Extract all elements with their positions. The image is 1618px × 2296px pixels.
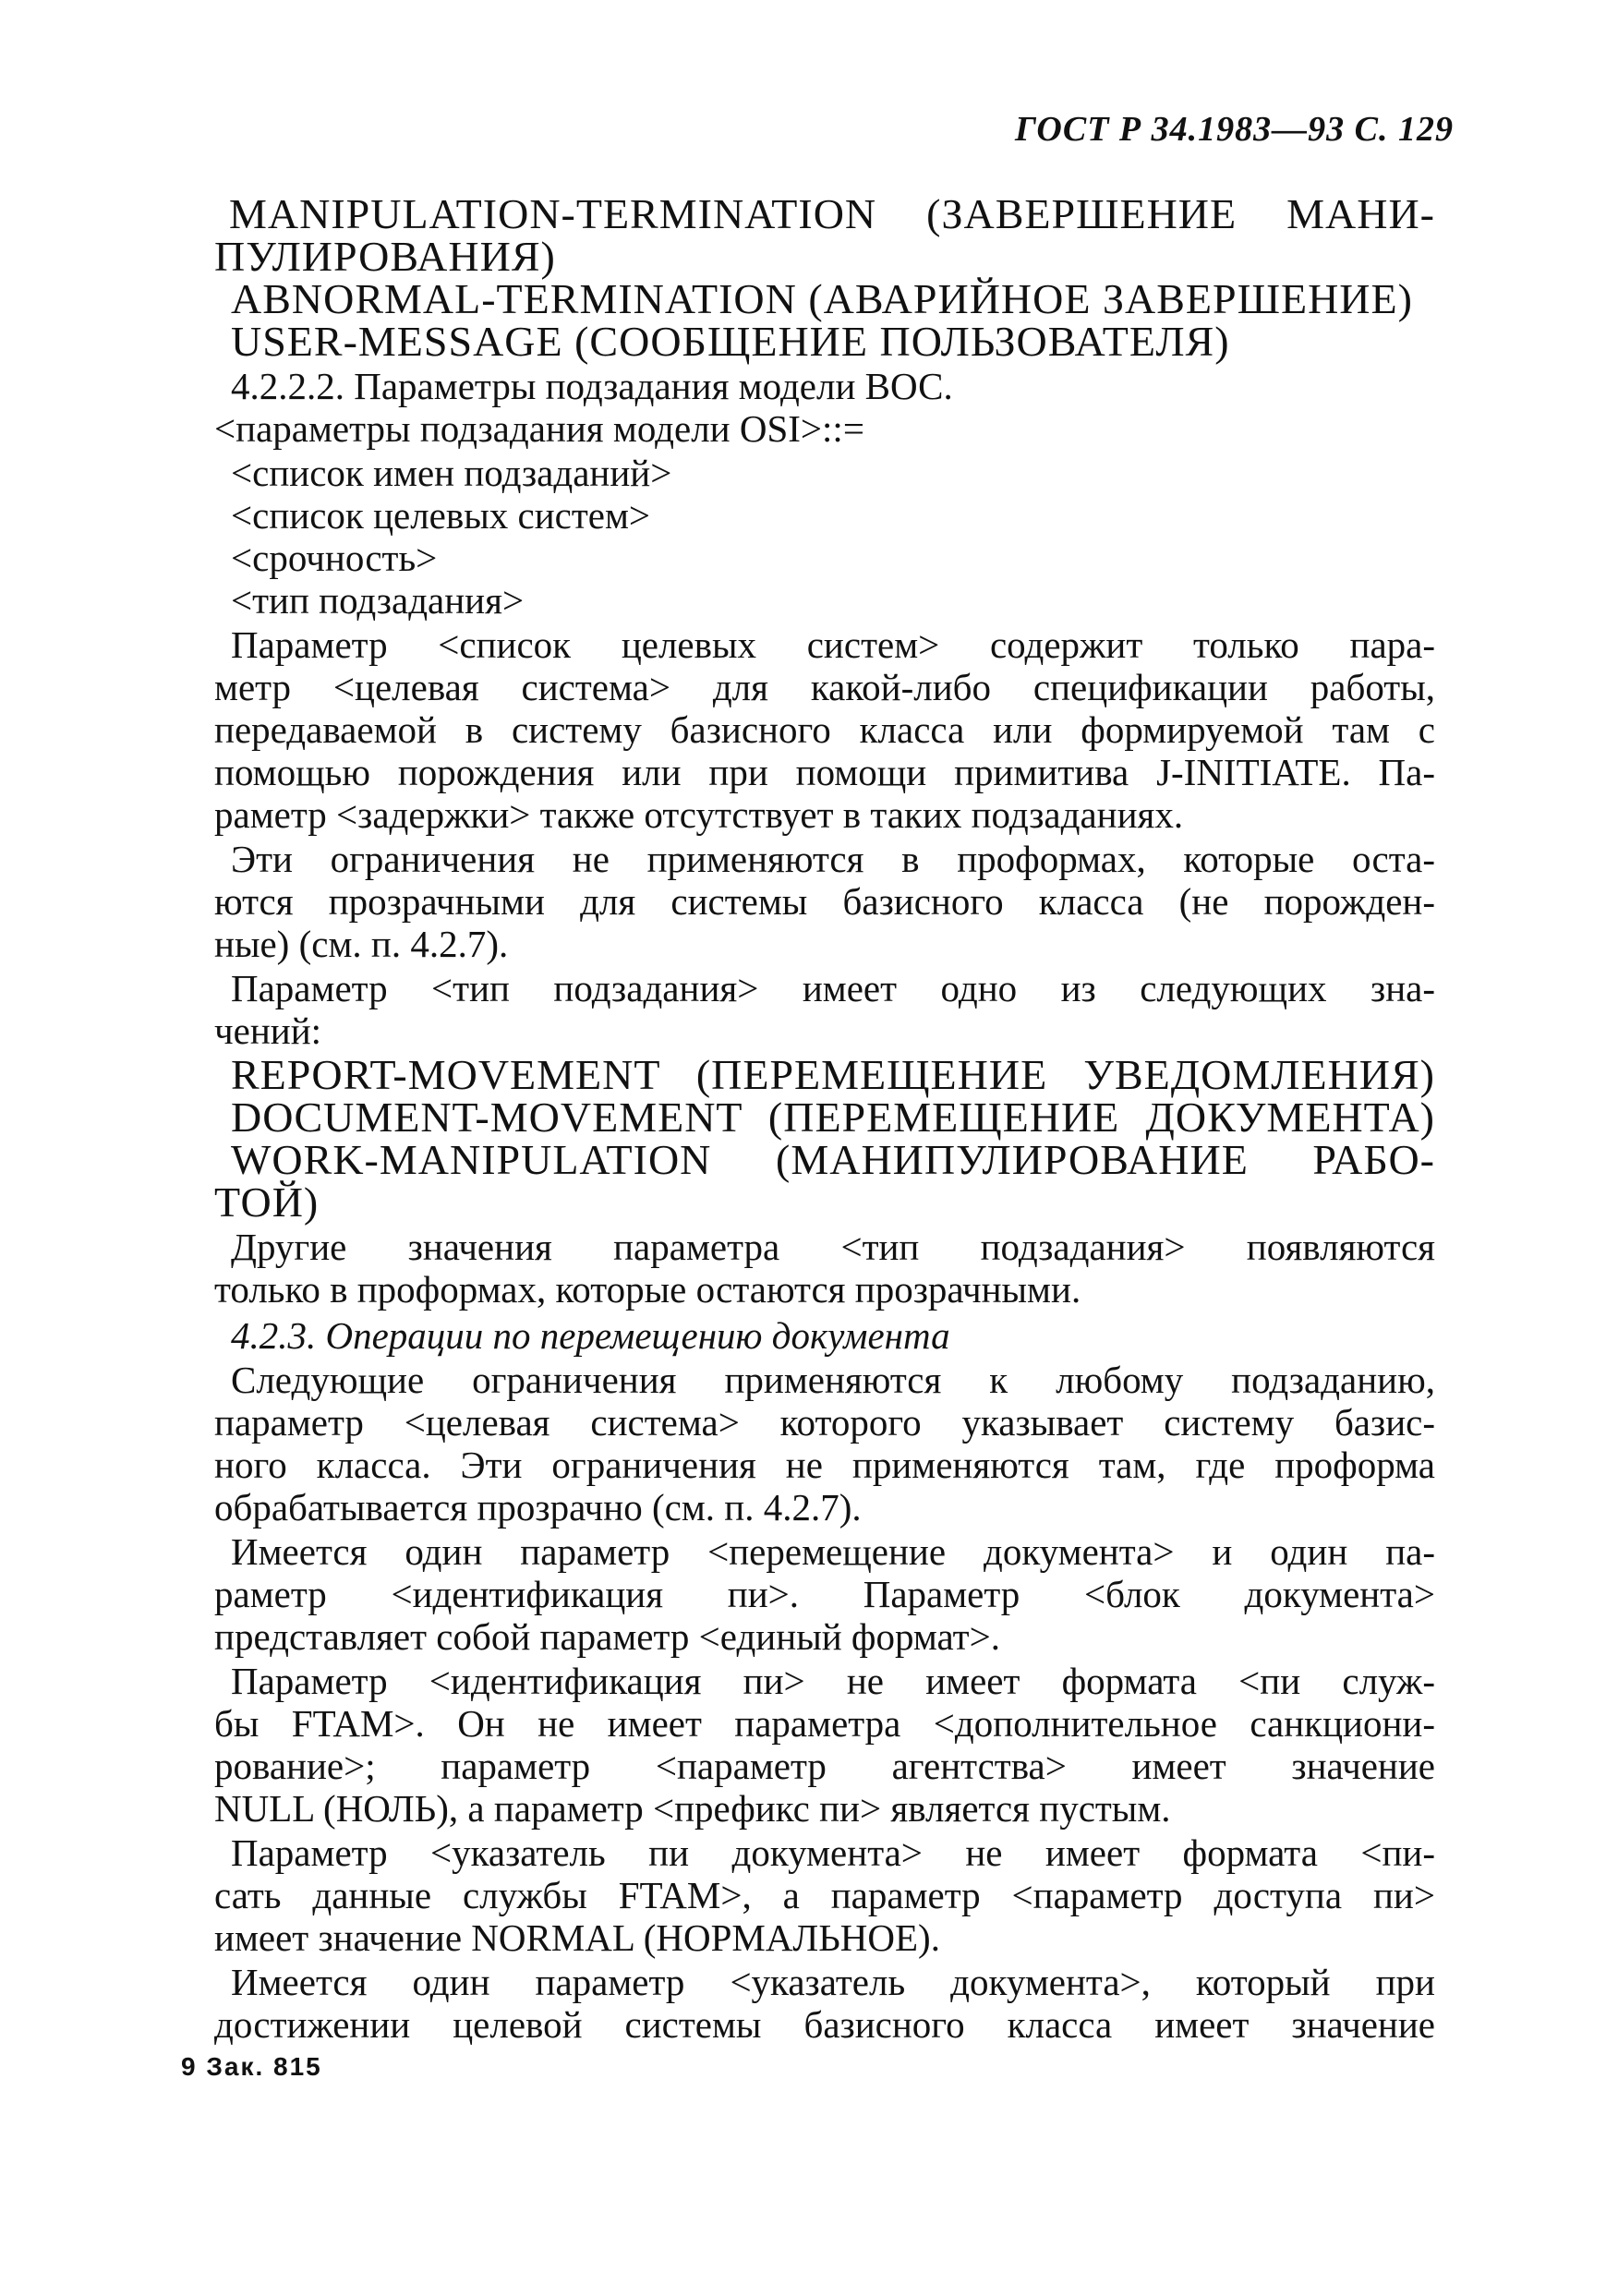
text-line: REPORT-MOVEMENT (ПЕРЕМЕЩЕНИЕ УВЕДОМЛЕНИЯ) (231, 1051, 1435, 1098)
text-line: ные) (см. п. 4.2.7). (214, 923, 509, 965)
text-line: достижении целевой системы базисного класса имеет значение (214, 2003, 1435, 2046)
text-line: ABNORMAL-TERMINATION (АВАРИЙНОЕ ЗАВЕРШЕНИЕ) (231, 275, 1413, 322)
text-line: <срочность> (231, 537, 438, 579)
text-line: Эти ограничения не применяются в проформах, которые оста- (231, 838, 1435, 880)
section-heading: 4.2.3. Операции по перемещению документа (231, 1314, 950, 1357)
text-line: представляет собой параметр <единый формат>. (214, 1615, 1000, 1658)
text-line: Параметр <список целевых систем> содержит только пара- (231, 623, 1435, 666)
section-heading: 4.2.2.2. Параметры подзадания модели ВОС. (231, 365, 953, 407)
text-line: <список целевых систем> (231, 494, 651, 537)
text-line: Имеется один параметр <указатель документа>, который при (231, 1961, 1435, 2003)
text-line: передаваемой в систему базисного класса или формируемой там с (214, 708, 1435, 751)
text-line: только в проформах, которые остаются прозрачными. (214, 1268, 1081, 1311)
text-line: MANIPULATION-TERMINATION (ЗАВЕРШЕНИЕ МАНИ- (229, 190, 1435, 237)
text-line: NULL (НОЛЬ), а параметр <префикс пи> является пустым. (214, 1787, 1171, 1830)
text-line: <тип подзадания> (231, 579, 525, 622)
text-line: DOCUMENT-MOVEMENT (ПЕРЕМЕЩЕНИЕ ДОКУМЕНТА) (231, 1094, 1435, 1141)
text-line: имеет значение NORMAL (НОРМАЛЬНОЕ). (214, 1916, 940, 1959)
text-line: WORK-MANIPULATION (МАНИПУЛИРОВАНИЕ РАБО- (231, 1136, 1435, 1183)
text-line: ТОЙ) (214, 1178, 320, 1226)
text-line: USER-MESSAGE (СООБЩЕНИЕ ПОЛЬЗОВАТЕЛЯ) (231, 318, 1230, 365)
text-line: обрабатывается прозрачно (см. п. 4.2.7). (214, 1486, 862, 1529)
page-header: ГОСТ Р 34.1983—93 С. 129 (1014, 110, 1454, 149)
text-line: сать данные службы FTAM>, а параметр <параметр доступа пи> (214, 1874, 1435, 1916)
text-line: Другие значения параметра <тип подзадания> появляются (231, 1226, 1435, 1268)
text-line: Параметр <идентификация пи> не имеет формата <пи служ- (231, 1660, 1435, 1702)
text-line: чений: (214, 1009, 322, 1052)
text-line: бы FTAM>. Он не имеет параметра <дополнительное санкциони- (214, 1702, 1435, 1745)
text-line: раметр <задержки> также отсутствует в таких подзаданиях. (214, 793, 1184, 836)
text-line: ются прозрачными для системы базисного класса (не порожден- (214, 880, 1435, 923)
text-line: ПУЛИРОВАНИЯ) (214, 233, 556, 280)
text-line: Параметр <указатель пи документа> не имеет формата <пи- (231, 1831, 1435, 1874)
text-line: Параметр <тип подзадания> имеет одно из следующих зна- (231, 967, 1435, 1009)
text-line: Имеется один параметр <перемещение документа> и один па- (231, 1530, 1435, 1573)
text-line: раметр <идентификация пи>. Параметр <блок документа> (214, 1573, 1435, 1615)
text-line: ного класса. Эти ограничения не применяются там, где проформа (214, 1444, 1435, 1486)
text-line: <список имен подзаданий> (231, 452, 672, 494)
text-line: <параметры подзадания модели OSI>::= (214, 407, 864, 450)
page-footer: 9 Зак. 815 (181, 2052, 322, 2081)
text-line: Следующие ограничения применяются к любому подзаданию, (231, 1359, 1435, 1401)
text-line: параметр <целевая система> которого указывает систему базис- (214, 1401, 1435, 1444)
text-line: рование>; параметр <параметр агентства> имеет значение (214, 1745, 1435, 1787)
text-line: метр <целевая система> для какой-либо спецификации работы, (214, 666, 1435, 708)
text-line: помощью порождения или при помощи примитива J-INITIATE. Па- (214, 751, 1435, 793)
